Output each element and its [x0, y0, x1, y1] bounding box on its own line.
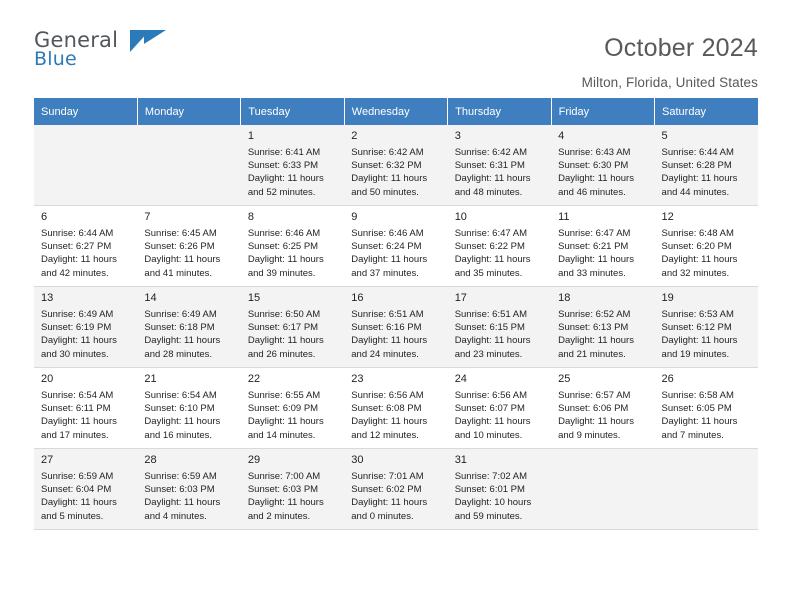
calendar-day-cell[interactable]: [448, 449, 551, 530]
day-sun-info: [351, 470, 440, 523]
weekday-sunday: Sunday: [34, 98, 137, 125]
day-info-line: Sunrise: 6:46 AM: [247, 228, 321, 239]
day-number: 7: [144, 211, 151, 223]
day-number: 17: [454, 292, 467, 304]
calendar-day-cell[interactable]: [241, 368, 344, 449]
day-info-line: Sunset: 6:05 PM: [661, 403, 732, 415]
day-info-line: Sunset: 6:19 PM: [41, 322, 112, 334]
day-info-line: Daylight: 11 hours: [661, 173, 738, 185]
day-info-line: Daylight: 11 hours: [351, 416, 428, 428]
location-subtitle: Milton, Florida, United States: [581, 75, 758, 90]
day-info-line: Daylight: 11 hours: [351, 173, 428, 185]
day-info-line: Sunrise: 7:02 AM: [454, 471, 528, 482]
day-info-line: Daylight: 11 hours: [247, 335, 324, 347]
day-number: 6: [41, 211, 48, 223]
day-info-line: Sunrise: 6:59 AM: [144, 471, 217, 482]
calendar-day-cell[interactable]: [34, 206, 137, 287]
day-number: 27: [41, 454, 54, 466]
calendar-table: [34, 98, 758, 530]
logo-text-general: General: [34, 28, 119, 52]
day-number: 2: [351, 130, 358, 142]
logo[interactable]: [34, 28, 204, 70]
day-number: 30: [351, 454, 364, 466]
day-number: 5: [661, 130, 668, 142]
day-info-line: Sunrise: 6:42 AM: [351, 147, 424, 158]
day-info-line: Daylight: 11 hours: [558, 416, 634, 428]
calendar-day-cell[interactable]: [551, 368, 654, 449]
day-info-line: Daylight: 11 hours: [41, 497, 117, 509]
day-sun-info: [662, 146, 751, 199]
day-number: 8: [247, 211, 254, 223]
day-number: 19: [661, 292, 674, 304]
calendar-day-cell[interactable]: [448, 287, 551, 368]
day-info-line: Sunset: 6:17 PM: [247, 322, 319, 334]
day-info-line: Sunset: 6:09 PM: [247, 403, 319, 415]
day-info-line: Sunset: 6:01 PM: [454, 484, 525, 496]
day-info-line: Daylight: 11 hours: [661, 416, 738, 428]
day-number: 11: [558, 211, 570, 223]
day-info-line: Daylight: 11 hours: [454, 173, 531, 185]
day-sun-info: [248, 227, 337, 280]
day-info-line: and 26 minutes.: [247, 348, 316, 360]
day-info-line: Daylight: 11 hours: [454, 335, 531, 347]
day-sun-info: [41, 389, 130, 442]
weekday-friday: Friday: [551, 98, 654, 125]
day-info-line: Sunrise: 6:56 AM: [351, 390, 424, 401]
calendar-day-cell[interactable]: [241, 206, 344, 287]
day-info-line: Sunset: 6:20 PM: [661, 241, 732, 253]
day-info-line: and 28 minutes.: [144, 348, 213, 360]
day-info-line: Sunset: 6:27 PM: [41, 241, 112, 253]
day-info-line: Sunset: 6:26 PM: [144, 241, 215, 253]
calendar-day-cell[interactable]: [551, 206, 654, 287]
calendar-week-row: [34, 125, 758, 206]
day-sun-info: [455, 470, 544, 523]
day-info-line: and 5 minutes.: [41, 510, 104, 522]
day-number: 25: [558, 373, 571, 385]
day-info-line: Sunrise: 6:53 AM: [661, 309, 734, 320]
day-info-line: and 12 minutes.: [351, 429, 419, 441]
day-info-line: Sunrise: 6:50 AM: [247, 309, 321, 320]
day-sun-info: [351, 389, 440, 442]
day-info-line: Sunrise: 6:41 AM: [247, 147, 321, 158]
day-sun-info: [248, 146, 337, 199]
day-info-line: and 44 minutes.: [661, 186, 730, 198]
day-sun-info: [41, 227, 130, 280]
logo-text-blue: Blue: [34, 48, 77, 70]
day-info-line: Daylight: 11 hours: [661, 254, 738, 266]
day-info-line: Daylight: 11 hours: [558, 335, 634, 347]
day-info-line: Sunset: 6:08 PM: [351, 403, 422, 415]
calendar-week-row: [34, 287, 758, 368]
day-info-line: Sunrise: 6:49 AM: [41, 309, 114, 320]
day-sun-info: [144, 227, 233, 280]
day-sun-info: [144, 470, 233, 523]
day-info-line: Sunrise: 7:00 AM: [247, 471, 321, 482]
calendar-day-cell[interactable]: [34, 368, 137, 449]
day-info-line: Sunrise: 6:42 AM: [454, 147, 528, 158]
day-number: 14: [144, 292, 157, 304]
day-info-line: and 50 minutes.: [351, 186, 419, 198]
calendar-day-cell[interactable]: [34, 449, 137, 530]
calendar-day-cell[interactable]: [448, 125, 551, 206]
day-info-line: and 39 minutes.: [247, 267, 316, 279]
day-info-line: and 16 minutes.: [144, 429, 213, 441]
day-info-line: and 2 minutes.: [247, 510, 311, 522]
day-info-line: and 23 minutes.: [454, 348, 523, 360]
day-info-line: Sunset: 6:10 PM: [144, 403, 215, 415]
day-info-line: Sunset: 6:28 PM: [661, 160, 732, 172]
day-number: 4: [558, 130, 565, 142]
day-info-line: Sunset: 6:25 PM: [247, 241, 319, 253]
day-info-line: Sunrise: 7:01 AM: [351, 471, 424, 482]
day-info-line: Sunset: 6:31 PM: [454, 160, 525, 172]
day-sun-info: [248, 389, 337, 442]
calendar-day-cell[interactable]: [137, 206, 240, 287]
page-title: October 2024: [604, 34, 758, 62]
weekday-monday: Monday: [137, 98, 240, 125]
day-info-line: Sunset: 6:06 PM: [558, 403, 629, 415]
day-info-line: and 21 minutes.: [558, 348, 626, 360]
day-info-line: Sunset: 6:13 PM: [558, 322, 629, 334]
day-info-line: Sunrise: 6:57 AM: [558, 390, 631, 401]
calendar-day-cell[interactable]: [137, 449, 240, 530]
day-info-line: Sunrise: 6:59 AM: [41, 471, 114, 482]
day-info-line: Sunset: 6:33 PM: [247, 160, 319, 172]
day-info-line: Sunrise: 6:46 AM: [351, 228, 424, 239]
day-info-line: Daylight: 11 hours: [247, 173, 324, 185]
day-number: 31: [454, 454, 467, 466]
flag-icon: [130, 30, 166, 52]
day-info-line: Daylight: 11 hours: [661, 335, 738, 347]
day-info-line: Daylight: 11 hours: [41, 254, 117, 266]
calendar-day-cell[interactable]: [344, 449, 447, 530]
day-info-line: Sunset: 6:18 PM: [144, 322, 215, 334]
day-info-line: Daylight: 11 hours: [454, 416, 531, 428]
day-info-line: Daylight: 11 hours: [144, 335, 221, 347]
day-info-line: and 24 minutes.: [351, 348, 419, 360]
page-header: [34, 0, 758, 98]
day-number: 16: [351, 292, 364, 304]
day-info-line: Sunset: 6:21 PM: [558, 241, 629, 253]
calendar-day-cell[interactable]: [655, 125, 758, 206]
day-info-line: and 59 minutes.: [454, 510, 523, 522]
calendar-week-row: [34, 206, 758, 287]
day-info-line: Sunset: 6:22 PM: [454, 241, 525, 253]
day-number: 18: [558, 292, 571, 304]
day-info-line: Sunset: 6:04 PM: [41, 484, 112, 496]
day-number: 21: [144, 373, 157, 385]
day-info-line: Sunset: 6:24 PM: [351, 241, 422, 253]
day-info-line: Daylight: 11 hours: [247, 416, 324, 428]
day-number: 12: [661, 211, 674, 223]
day-sun-info: [144, 389, 233, 442]
day-info-line: Sunset: 6:12 PM: [661, 322, 732, 334]
calendar-empty-cell: [34, 125, 137, 206]
day-info-line: Sunrise: 6:54 AM: [41, 390, 114, 401]
day-sun-info: [662, 227, 751, 280]
calendar-day-cell[interactable]: [344, 206, 447, 287]
day-info-line: Sunrise: 6:48 AM: [661, 228, 734, 239]
day-info-line: and 46 minutes.: [558, 186, 626, 198]
day-sun-info: [144, 308, 233, 361]
calendar-day-cell[interactable]: [551, 125, 654, 206]
calendar-day-cell[interactable]: [551, 287, 654, 368]
day-info-line: Sunset: 6:07 PM: [454, 403, 525, 415]
day-sun-info: [558, 389, 647, 442]
day-number: 20: [41, 373, 54, 385]
weekday-thursday: Thursday: [448, 98, 551, 125]
day-number: 23: [351, 373, 364, 385]
calendar-week-row: [34, 368, 758, 449]
day-info-line: and 41 minutes.: [144, 267, 213, 279]
day-number: 15: [247, 292, 261, 304]
day-number: 29: [247, 454, 261, 466]
day-sun-info: [351, 308, 440, 361]
calendar-day-cell[interactable]: [448, 206, 551, 287]
calendar-day-cell[interactable]: [241, 449, 344, 530]
day-info-line: Sunrise: 6:47 AM: [558, 228, 631, 239]
day-info-line: and 10 minutes.: [454, 429, 523, 441]
calendar-day-cell[interactable]: [448, 368, 551, 449]
calendar-day-cell[interactable]: [655, 287, 758, 368]
day-info-line: Sunset: 6:02 PM: [351, 484, 422, 496]
day-sun-info: [248, 308, 337, 361]
day-sun-info: [248, 470, 337, 523]
day-info-line: Sunrise: 6:45 AM: [144, 228, 217, 239]
day-info-line: and 0 minutes.: [351, 510, 414, 522]
day-sun-info: [662, 308, 751, 361]
day-number: 9: [351, 211, 358, 223]
day-info-line: and 42 minutes.: [41, 267, 109, 279]
calendar-empty-cell: [137, 125, 240, 206]
day-sun-info: [41, 470, 130, 523]
day-info-line: Daylight: 11 hours: [351, 497, 428, 509]
day-info-line: Sunset: 6:15 PM: [454, 322, 525, 334]
day-info-line: Daylight: 11 hours: [144, 254, 221, 266]
day-info-line: and 17 minutes.: [41, 429, 109, 441]
day-info-line: Daylight: 11 hours: [144, 416, 221, 428]
day-number: 22: [247, 373, 261, 385]
day-number: 3: [454, 130, 461, 142]
weekday-saturday: Saturday: [655, 98, 758, 125]
day-info-line: Sunset: 6:03 PM: [144, 484, 215, 496]
day-info-line: and 52 minutes.: [247, 186, 316, 198]
day-info-line: and 14 minutes.: [247, 429, 316, 441]
day-info-line: Sunrise: 6:51 AM: [351, 309, 424, 320]
day-info-line: Sunrise: 6:56 AM: [454, 390, 528, 401]
day-info-line: Daylight: 11 hours: [41, 416, 117, 428]
calendar-day-cell[interactable]: [241, 125, 344, 206]
day-info-line: Sunrise: 6:44 AM: [661, 147, 734, 158]
day-info-line: and 4 minutes.: [144, 510, 207, 522]
day-info-line: and 32 minutes.: [661, 267, 730, 279]
calendar-day-cell[interactable]: [137, 368, 240, 449]
day-sun-info: [351, 227, 440, 280]
day-info-line: and 7 minutes.: [661, 429, 724, 441]
day-sun-info: [558, 308, 647, 361]
day-info-line: Sunrise: 6:55 AM: [247, 390, 321, 401]
day-sun-info: [662, 389, 751, 442]
day-info-line: Sunset: 6:16 PM: [351, 322, 422, 334]
day-number: 10: [454, 211, 467, 223]
day-info-line: Daylight: 10 hours: [454, 497, 532, 509]
day-info-line: Sunrise: 6:51 AM: [454, 309, 528, 320]
day-sun-info: [455, 146, 544, 199]
day-info-line: Sunrise: 6:58 AM: [661, 390, 734, 401]
calendar-day-cell[interactable]: [655, 368, 758, 449]
calendar-empty-cell: [655, 449, 758, 530]
day-info-line: Daylight: 11 hours: [247, 497, 324, 509]
day-sun-info: [455, 389, 544, 442]
day-info-line: Daylight: 11 hours: [454, 254, 531, 266]
day-info-line: Sunset: 6:03 PM: [247, 484, 319, 496]
day-info-line: Daylight: 11 hours: [558, 254, 634, 266]
day-info-line: Daylight: 11 hours: [41, 335, 117, 347]
day-info-line: Sunrise: 6:44 AM: [41, 228, 114, 239]
day-info-line: and 19 minutes.: [661, 348, 730, 360]
day-number: 28: [144, 454, 157, 466]
day-info-line: Sunrise: 6:52 AM: [558, 309, 631, 320]
day-info-line: Daylight: 11 hours: [558, 173, 634, 185]
day-info-line: Daylight: 11 hours: [351, 254, 428, 266]
day-sun-info: [558, 227, 647, 280]
day-info-line: Sunrise: 6:49 AM: [144, 309, 217, 320]
day-sun-info: [351, 146, 440, 199]
day-sun-info: [455, 308, 544, 361]
weekday-header-row: [34, 98, 758, 125]
calendar-day-cell[interactable]: [344, 287, 447, 368]
day-number: 1: [247, 130, 254, 142]
day-info-line: Daylight: 11 hours: [247, 254, 324, 266]
day-info-line: Sunset: 6:30 PM: [558, 160, 629, 172]
calendar-day-cell[interactable]: [137, 287, 240, 368]
day-info-line: and 9 minutes.: [558, 429, 621, 441]
day-info-line: Sunset: 6:11 PM: [41, 403, 111, 415]
calendar-day-cell[interactable]: [655, 206, 758, 287]
calendar-day-cell[interactable]: [344, 368, 447, 449]
day-sun-info: [558, 146, 647, 199]
weekday-tuesday: Tuesday: [241, 98, 344, 125]
calendar-empty-cell: [551, 449, 654, 530]
day-info-line: and 35 minutes.: [454, 267, 523, 279]
calendar-body: [34, 125, 758, 530]
day-info-line: Sunrise: 6:54 AM: [144, 390, 217, 401]
day-info-line: and 37 minutes.: [351, 267, 419, 279]
day-sun-info: [455, 227, 544, 280]
day-number: 13: [41, 292, 54, 304]
day-number: 26: [661, 373, 674, 385]
day-info-line: and 30 minutes.: [41, 348, 109, 360]
day-sun-info: [41, 308, 130, 361]
calendar-week-row: [34, 449, 758, 530]
day-info-line: and 48 minutes.: [454, 186, 523, 198]
calendar-day-cell[interactable]: [241, 287, 344, 368]
day-info-line: Daylight: 11 hours: [351, 335, 428, 347]
weekday-wednesday: Wednesday: [344, 98, 447, 125]
day-info-line: Sunset: 6:32 PM: [351, 160, 422, 172]
day-info-line: Sunrise: 6:47 AM: [454, 228, 528, 239]
day-info-line: and 33 minutes.: [558, 267, 626, 279]
day-info-line: Sunrise: 6:43 AM: [558, 147, 631, 158]
calendar-day-cell[interactable]: [344, 125, 447, 206]
day-info-line: Daylight: 11 hours: [144, 497, 221, 509]
day-number: 24: [454, 373, 467, 385]
calendar-day-cell[interactable]: [34, 287, 137, 368]
